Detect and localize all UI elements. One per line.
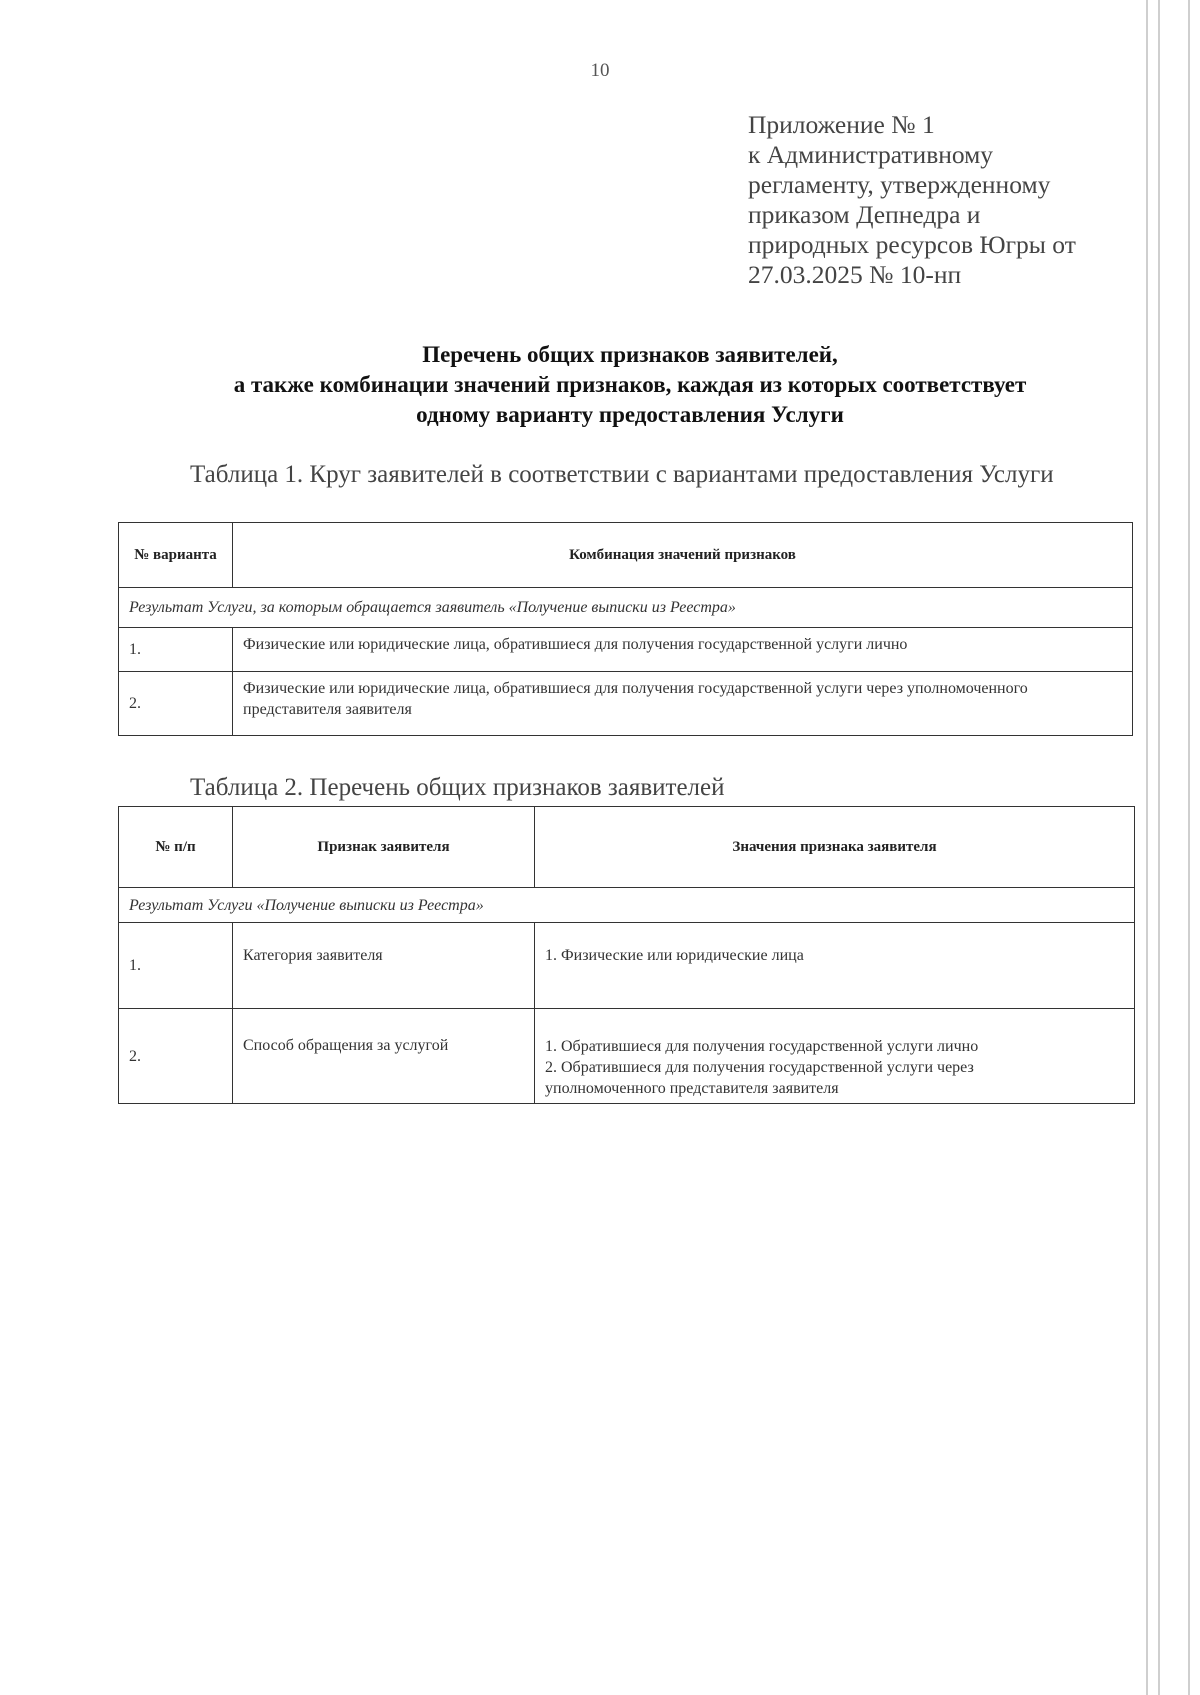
appendix-line: 27.03.2025 № 10-нп: [748, 260, 962, 289]
table2-row-number: 2.: [119, 1009, 233, 1104]
table2-row-number: 1.: [119, 923, 233, 1009]
appendix-line: к Административному: [748, 140, 994, 169]
table1-header-number: № варианта: [119, 523, 233, 588]
table2: [118, 806, 1135, 1104]
table1-row-number: 1.: [119, 628, 233, 672]
table2-row-values: [535, 923, 1135, 1009]
appendix-line: приказом Депнедра и: [748, 200, 981, 229]
appendix-line: регламенту, утвержденному: [748, 170, 1051, 199]
value-line: 1. Физические или юридические лица: [545, 947, 804, 964]
table2-caption: Таблица 2. Перечень общих признаков заявителей: [190, 774, 725, 801]
value-line: уполномоченного представителя заявителя: [545, 1080, 839, 1097]
appendix-block: [748, 110, 1148, 290]
title-line: а также комбинации значений признаков, каждая из которых соответствует: [233, 372, 1027, 397]
table1: [118, 522, 1133, 736]
table1-caption: Таблица 1. Круг заявителей в соответствии с вариантами предоставления Услуги: [190, 461, 1054, 488]
document-title: [120, 340, 1140, 430]
table2-header-values: Значения признака заявителя: [535, 807, 1135, 888]
table1-row-text: Физические или юридические лица, обратившиеся для получения государственной услуги лично: [233, 628, 1133, 672]
table2-row-attribute: Категория заявителя: [233, 923, 535, 1009]
table2-row-attribute: Способ обращения за услугой: [233, 1009, 535, 1104]
value-line: 2. Обратившиеся для получения государственной услуги через: [545, 1059, 974, 1076]
table2-result-label: Результат Услуги «Получение выписки из Реестра»: [119, 888, 1135, 923]
scan-edge-line: [1188, 0, 1190, 1695]
title-line: одному варианту предоставления Услуги: [416, 402, 844, 427]
table1-header-combination: Комбинация значений признаков: [233, 523, 1133, 588]
table1-row-number: 2.: [119, 672, 233, 736]
scan-edge-line: [1158, 0, 1160, 1695]
table1-row-text: Физические или юридические лица, обратившиеся для получения государственной услуги через уполномоченного представителя заявителя: [233, 672, 1133, 736]
appendix-line: Приложение № 1: [748, 110, 935, 139]
title-line: Перечень общих признаков заявителей,: [422, 342, 838, 367]
page-number: 10: [590, 60, 610, 81]
value-line: 1. Обратившиеся для получения государственной услуги лично: [545, 1038, 979, 1055]
table1-result-label: Результат Услуги, за которым обращается заявитель «Получение выписки из Реестра»: [119, 588, 1133, 628]
table2-header-number: № п/п: [119, 807, 233, 888]
table2-row-values: [535, 1009, 1135, 1104]
table2-header-attribute: Признак заявителя: [233, 807, 535, 888]
appendix-line: природных ресурсов Югры от: [748, 230, 1076, 259]
